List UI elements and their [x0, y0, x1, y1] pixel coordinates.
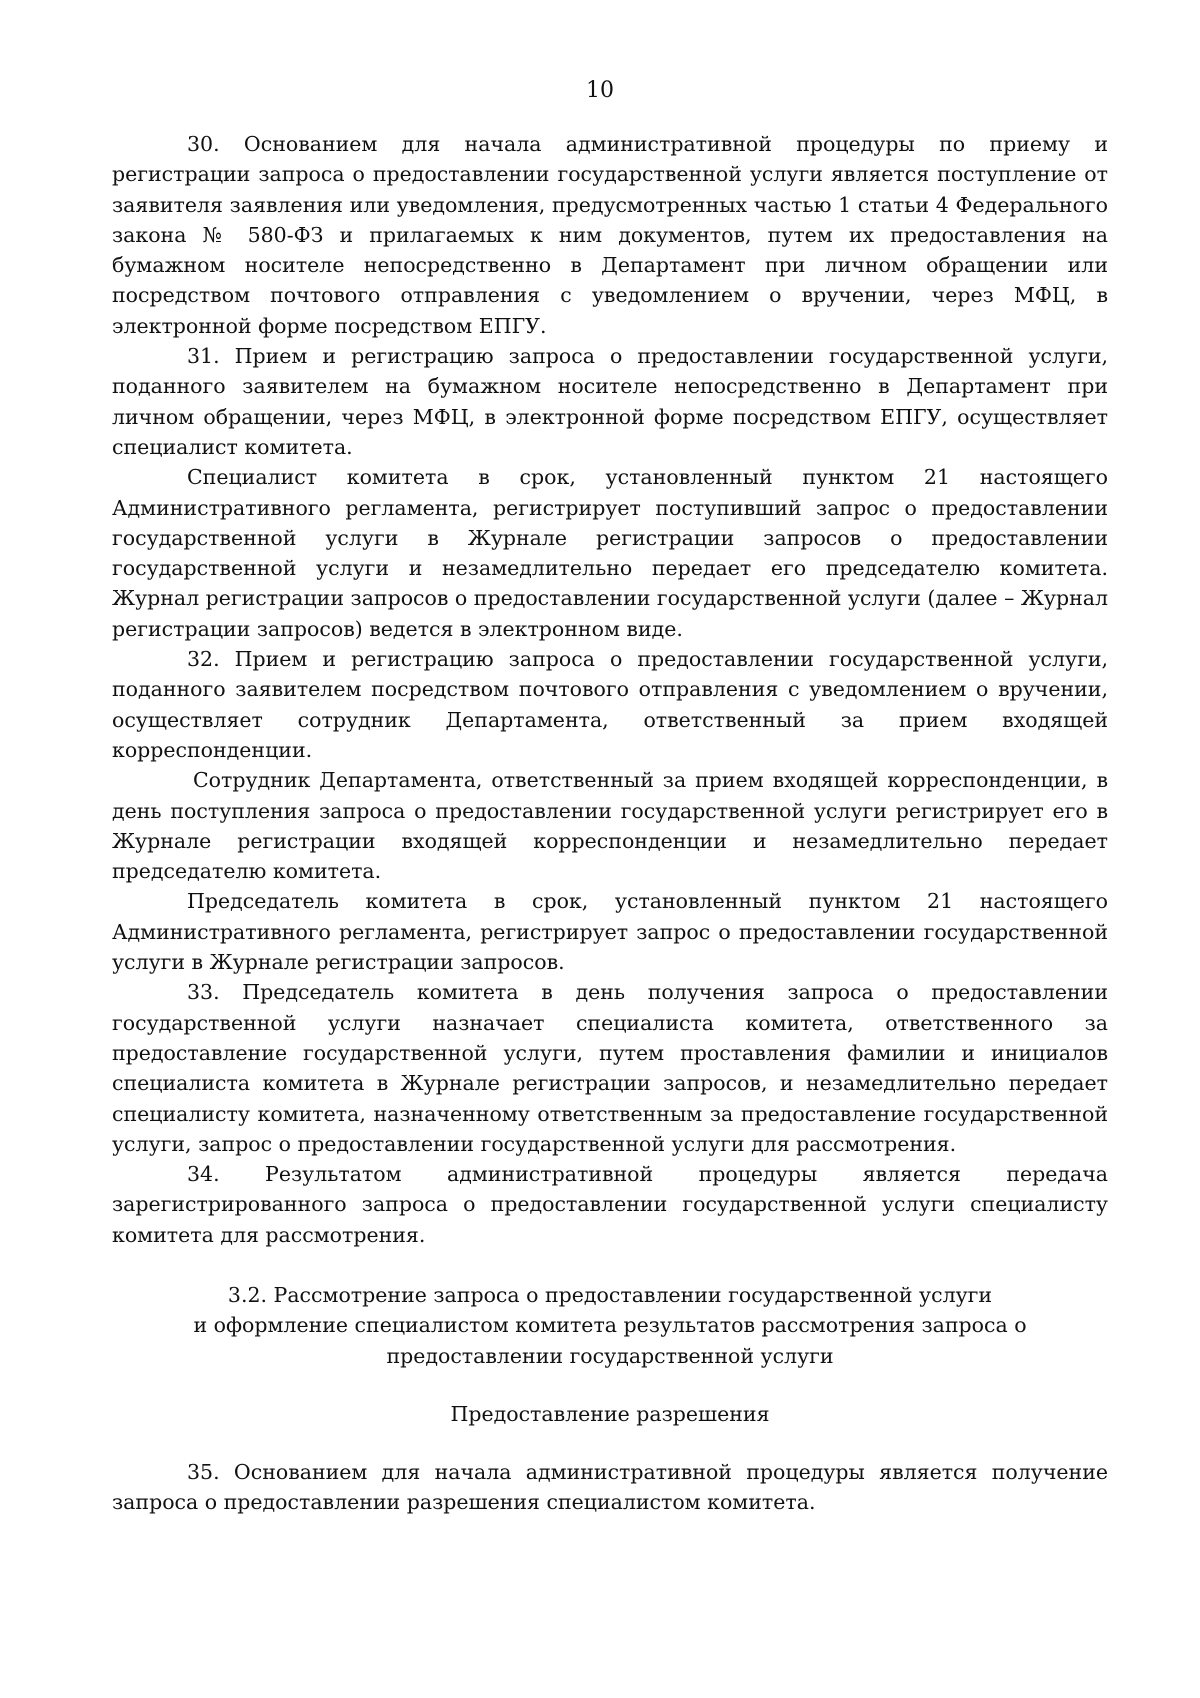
paragraph-33: 33. Председатель комитета в день получения запроса о предоставлении государственной услуги назначает специалиста комитета, ответственного за предоставление государственной услуги, путем проставления фамилии и инициалов специалиста комитета в Журнале регистрации запросов, и незамедлительно передает специалисту комитета, назначенному ответственным за предоставление государственной услуги, запрос о предоставлении государственной услуги для рассмотрения.: [112, 980, 1108, 1156]
paragraph-31-specialist: Специалист комитета в срок, установленный пунктом 21 настоящего Административного регламента, регистрирует поступивший запрос о предоставлении государственной услуги в Журнале регистрации запросов о предоставлении государственной услуги и незамедлительно передает его председателю комитета. Журнал регистрации запросов о предоставлении государственной услуги (далее – Журнал регистрации запросов) ведется в электронном виде.: [112, 465, 1108, 641]
paragraph-30: 30. Основанием для начала административной процедуры по приему и регистрации запроса о предоставлении государственной услуги является поступление от заявителя заявления или уведомления, предусмотренных частью 1 статьи 4 Федерального закона № 580-ФЗ и прилагаемых к ним документов, путем их предоставления на бумажном носителе непосредственно в Департамент при личном обращении или посредством почтового отправления с уведомлением о вручении, через МФЦ, в электронной форме посредством ЕПГУ.: [112, 132, 1108, 338]
subheading-permit: Предоставление разрешения: [450, 1401, 770, 1426]
paragraph-32-employee: Сотрудник Департамента, ответственный за прием входящей корреспонденции, в день поступления запроса о предоставлении государственной услуги регистрирует его в Журнале регистрации входящей корреспонденции и незамедлительно передает председателю комитета.: [112, 768, 1108, 884]
paragraph-35: 35. Основанием для начала административной процедуры является получение запроса о предоставлении разрешения специалистом комитета.: [112, 1460, 1108, 1515]
section-heading-line: предоставлении государственной услуги: [386, 1343, 834, 1368]
paragraph-32: 32. Прием и регистрацию запроса о предоставлении государственной услуги, поданного заявителем посредством почтового отправления с уведомлением о вручении, осуществляет сотрудник Департамента, ответственный за прием входящей корреспонденции.: [112, 647, 1108, 762]
document-body: [112, 129, 1108, 1518]
paragraph-32-chairman: Председатель комитета в срок, установленный пунктом 21 настоящего Административного регламента, регистрирует запрос о предоставлении государственной услуги в Журнале регистрации запросов.: [112, 889, 1108, 975]
paragraph-31: 31. Прием и регистрацию запроса о предоставлении государственной услуги, поданного заявителем на бумажном носителе непосредственно в Департамент при личном обращении, через МФЦ, в электронной форме посредством ЕПГУ, осуществляет специалист комитета.: [112, 344, 1108, 459]
section-heading-line: и оформление специалистом комитета результатов рассмотрения запроса о: [193, 1313, 1027, 1338]
paragraph-34: 34. Результатом административной процедуры является передача зарегистрированного запроса о предоставлении государственной услуги специалисту комитета для рассмотрения.: [112, 1162, 1108, 1247]
page-number: 10: [586, 78, 614, 103]
section-heading-3-2: [112, 1280, 1108, 1371]
section-heading-line: 3.2. Рассмотрение запроса о предоставлении государственной услуги: [227, 1282, 993, 1307]
